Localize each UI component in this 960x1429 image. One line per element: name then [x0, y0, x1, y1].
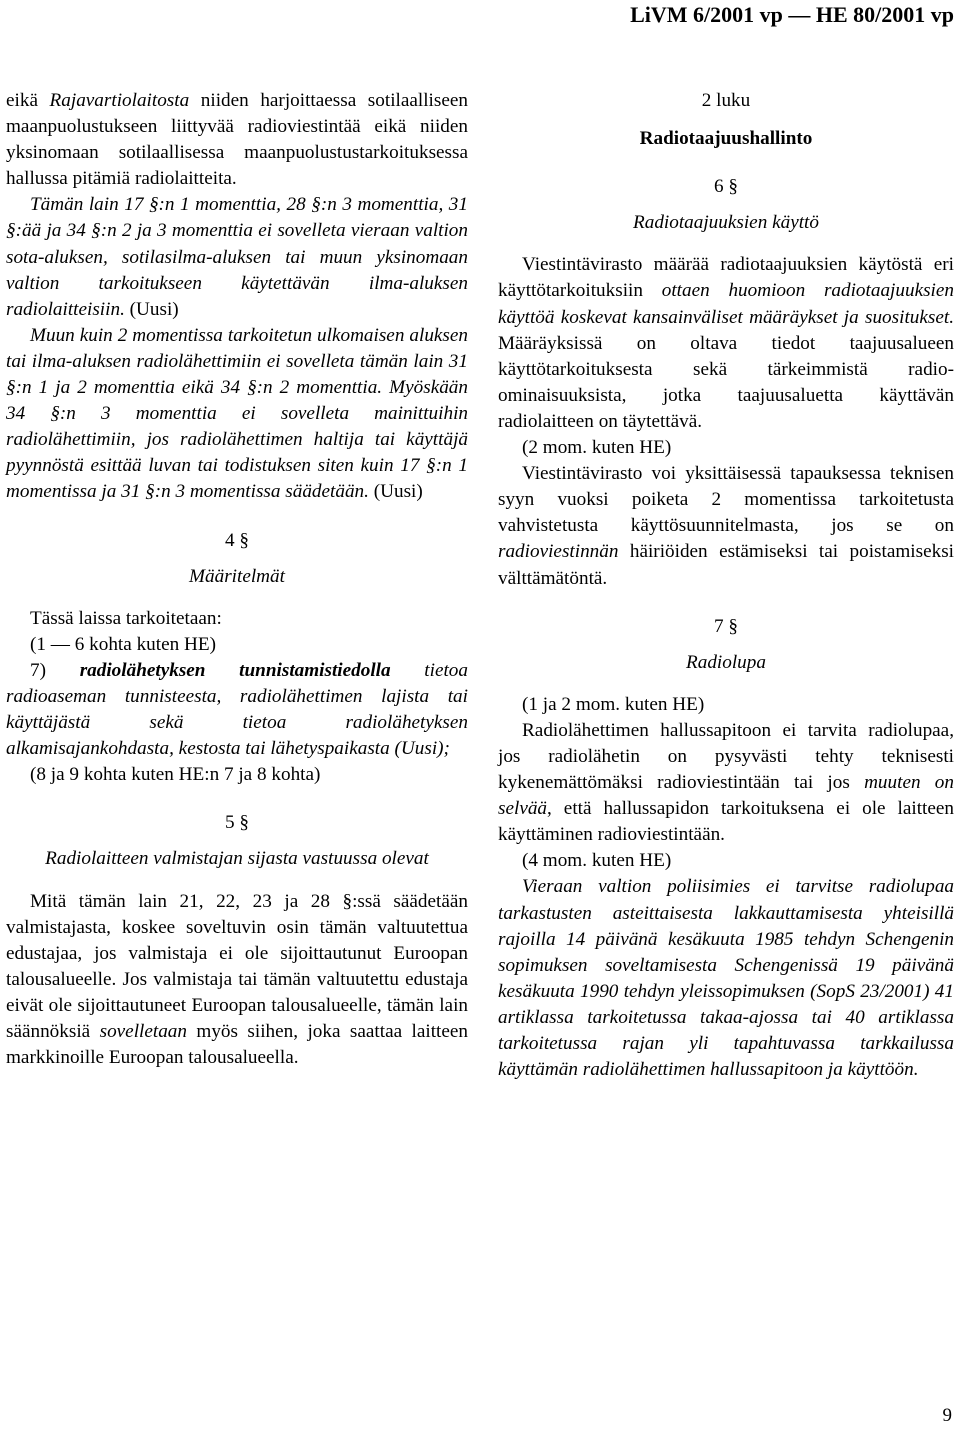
amendment-tag: (Uusi): [124, 298, 179, 320]
defined-term: radiolähetyksen tunnistamistiedolla: [79, 659, 391, 681]
text-span: Muun kuin 2 momentissa tarkoitetun ulkomaisen aluksen tai ilma-aluksen radiolähettimiin ei sovelleta tämän lain 31 §:n 1 ja 2 momenttia eikä 34 §:n 2 momenttia. Myöskään 34 §:n 3 momenttia ei sovelleta mainittuihin radiolähettimiin, jos radiolähettimen haltija tai käyttäjä pyynnöstä esittää luvan tai todistuksen siten kuin 17 §:n 1 momentissa ja 31 §:n 3 momentissa säädetään.: [6, 324, 468, 503]
text-span: niiden harjoittaessa sotilaalliseen maanpuolustukseen liittyvää radioviestintää eikä niiden yksinomaan sotilaallisessa maanpuolustustarkoituksessa hallussa pitämiä radiolaitteita.: [6, 90, 468, 190]
paragraph: [6, 658, 468, 762]
section-number: 4 §: [225, 529, 249, 551]
amendment-tag: (Uusi): [368, 481, 423, 503]
text-span: Mitä tämän lain 21, 22, 23 ja 28 §:ssä säädetään valmistajasta, koskee soveltuvin osin tämän valtuutettua edustajaa, jos valmistaja ei ole sijoittautunut Euroopan talousalueelle. Jos valmistaja tai tämän valtuutettu edustaja eivät ole sijoittautuneet Euroopan talousalueelle, tämän lain säännöksiä: [6, 890, 468, 1042]
page-number: 9: [942, 1405, 952, 1426]
text-span: häiriöiden estämiseksi tai poistamiseksi välttämätöntä.: [498, 541, 954, 589]
paragraph: [6, 889, 468, 1072]
paragraph: [6, 323, 468, 506]
text-span: sovelletaan: [99, 1021, 187, 1042]
paragraph: (8 ja 9 kohta kuten HE:n 7 ja 8 kohta): [30, 764, 321, 786]
section-title: Radiolupa: [686, 651, 766, 673]
chapter-number: 2 luku: [701, 90, 751, 111]
text-span: 7): [30, 659, 80, 681]
text-span: Rajavartiolaitosta: [49, 90, 190, 111]
text-span: radioviestinnän: [498, 541, 619, 563]
section-title: Radiotaajuuksien käyttö: [633, 212, 819, 234]
text-span: , että hallussapidon tarkoituksena ei ole laitteen käyttäminen radioviestintään.: [498, 798, 954, 846]
text-span: Viestintävirasto voi yksittäisessä tapauksessa teknisen syyn vuoksi poiketa 2 momentissa tarkoitetusta vahvistetusta käyttösuunnitelmasta, jos se on: [498, 463, 954, 537]
section-number: 5 §: [225, 812, 249, 834]
page-header: LiVM 6/2001 vp — HE 80/2001 vp: [630, 2, 954, 27]
paragraph: [6, 88, 468, 192]
amendment-tag: (Uusi);: [389, 738, 450, 760]
text-span: ottaen huomioon radiotaajuuksien käyttöä koskevat kansainväliset määräykset ja suositukset.: [498, 280, 954, 328]
section-number: 7 §: [714, 615, 738, 637]
text-span: Viestintävirasto määrää radiotaajuuksien käytöstä eri käyttötarkoituksiin: [498, 254, 954, 302]
text-span: tietoa radioaseman tunnisteesta, radiolähettimen lajista tai käyttäjästä sekä tietoa radiolähetyksen alkamisajankohdasta, kestosta tai lähetyspaikasta: [6, 659, 468, 760]
paragraph: [498, 252, 954, 435]
section-title: Radiolaitteen valmistajan sijasta vastuussa olevat: [45, 848, 429, 870]
right-column: [498, 88, 954, 1083]
paragraph: (2 mom. kuten HE): [522, 437, 672, 459]
paragraph: [498, 461, 954, 591]
paragraph: (1 ja 2 mom. kuten HE): [522, 693, 705, 715]
paragraph: (4 mom. kuten HE): [522, 850, 672, 872]
text-span: eikä: [6, 90, 50, 111]
text-span: Radiolähettimen hallussapitoon ei tarvita radiolupaa, jos radiolähetin on pysyvästi tehty teknisesti kykenemättömäksi radioviestintään tai jos: [498, 719, 954, 794]
text-span: Tämän lain 17 §:n 1 momenttia, 28 §:n 3 momenttia, 31 §:ää ja 34 §:n 2 ja 3 momenttia ei sovelleta vieraan valtion sota-aluksen, sotilasilma-aluksen tai muun yksinomaan valtion tarkoitukseen käytettävän ilma-aluksen radiolaitteisiin.: [6, 194, 468, 320]
section-title: Määritelmät: [189, 565, 285, 587]
paragraph: (1 — 6 kohta kuten HE): [30, 633, 216, 655]
paragraph: Tässä laissa tarkoitetaan:: [30, 607, 222, 629]
paragraph: [498, 718, 954, 848]
text-span: myös siihen, joka saattaa laitteen markkinoille Euroopan talousalueella.: [6, 1021, 468, 1069]
paragraph: [6, 192, 468, 322]
paragraph: Vieraan valtion poliisimies ei tarvitse radiolupaa tarkastusten asteittaisesta lakkauttamisesta yhteisillä rajoilla 14 päivänä kesäkuuta 1985 tehdyn Schengenin sopimuksen soveltamisesta Schengenissä 19 päivänä kesäkuuta 1990 tehdyn yleissopimuksen (SopS 23/2001) 41 artiklassa tarkoitetussa takaa-ajossa tai 40 artiklassa tarkoitetussa rajan yli tapahtuvassa tarkkailussa käyttämän radiolähettimen hallussapitoon ja käyttöön.: [498, 876, 954, 1081]
text-span: muuten on selvää: [498, 772, 954, 820]
left-column: [6, 88, 468, 1071]
section-number: 6 §: [714, 176, 738, 198]
chapter-title: Radiotaajuushallinto: [639, 128, 813, 150]
text-span: Määräyksissä on oltava tiedot taajuusalueen käyttötarkoituksesta sekä tärkeimmistä radio-ominaisuuksista, jotka taajuusaluetta käyttävän radiolaitteen on täytettävä.: [498, 332, 954, 432]
